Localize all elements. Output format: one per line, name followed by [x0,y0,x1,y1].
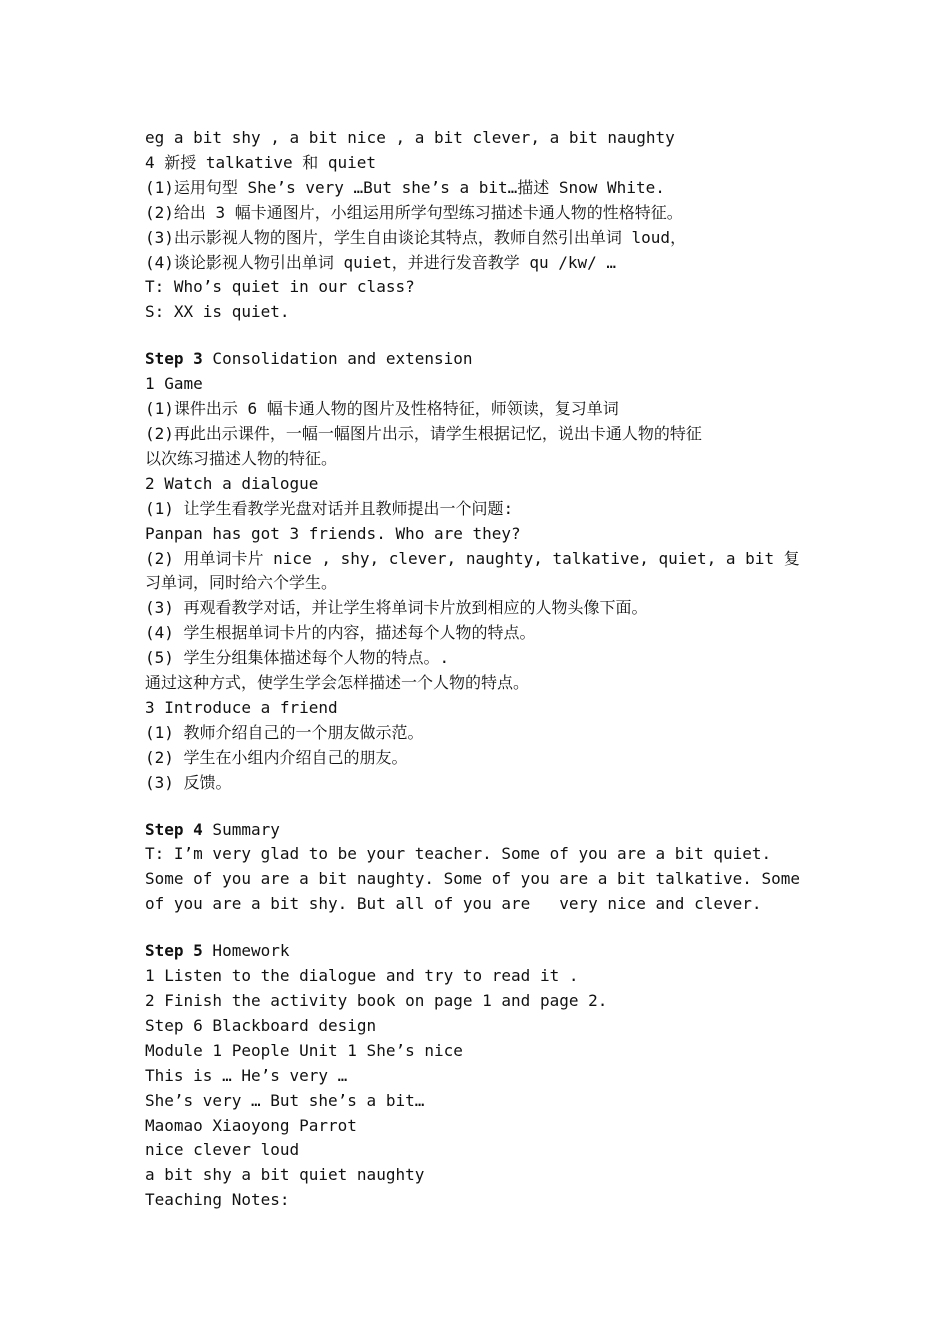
text-line: Teaching Notes: [145,1190,290,1210]
text-line: (2) 用单词卡片 nice , shy, clever, naughty, talkative, quiet, a bit 复 [145,548,800,568]
text-line: 1 Game [145,374,203,394]
step3-title: Consolidation and extension [202,349,473,369]
text-line: (5) 学生分组集体描述每个人物的特点。. [145,648,450,668]
step3-label: Step 3 [145,349,203,369]
text-line: eg a bit shy , a bit nice , a bit clever, a bit naughty [145,128,675,147]
step5-heading [145,939,825,964]
text-line: T: I’m very glad to be your teacher. Some of you are a bit quiet. [145,844,772,864]
text-line: (1) 教师介绍自己的一个朋友做示范。 [145,722,424,742]
step4-title: Summary [202,819,280,839]
text-line: (1)课件出示 6 幅卡通人物的图片及性格特征，师领读，复习单词 [145,399,619,419]
paragraph-gap [145,325,825,347]
step3-section [145,347,825,795]
text-line: 2 Watch a dialogue [145,473,319,493]
step5-label: Step 5 [145,941,203,961]
step4-label: Step 4 [145,819,203,839]
text-line: (3) 反馈。 [145,772,232,792]
text-line: Module 1 People Unit 1 She’s nice [145,1040,463,1060]
step5-section [145,939,825,1213]
text-line: (1) 让学生看教学光盘对话并且教师提出一个问题: [145,498,514,518]
text-line: (1)运用句型 She’s very …But she’s a bit…描述 Snow White. [145,177,665,197]
text-line: 2 Finish the activity book on page 1 and page 2. [145,991,608,1010]
text-line: 习单词，同时给六个学生。 [145,573,338,593]
text-line: (3) 再观看教学对话，并让学生将单词卡片放到相应的人物头像下面。 [145,598,648,618]
text-line: Maomao Xiaoyong Parrot [145,1115,357,1135]
text-line: Step 6 Blackboard design [145,1015,377,1035]
text-line: Panpan has got 3 friends. Who are they? [145,523,521,543]
step4-section [145,818,825,918]
text-line: 1 Listen to the dialogue and try to read it . [145,966,579,986]
step2-continuation [145,126,825,325]
step5-title: Homework [202,941,290,961]
paragraph-gap [145,917,825,939]
text-line: (4)谈论影视人物引出单词 quiet，并进行发音教学 qu /kw/ … [145,252,617,272]
text-line: T: Who’s quiet in our class? [145,277,415,297]
text-line: (2)给出 3 幅卡通图片，小组运用所学句型练习描述卡通人物的性格特征。 [145,202,683,222]
text-line: (3)出示影视人物的图片，学生自由谈论其特点，教师自然引出单词 loud， [145,227,687,247]
text-line: (2) 学生在小组内介绍自己的朋友。 [145,747,408,767]
text-line: (4) 学生根据单词卡片的内容，描述每个人物的特点。 [145,623,536,643]
text-line: She’s very … But she’s a bit… [145,1090,425,1110]
text-line: of you are a bit shy. But all of you are very nice and clever. [145,894,762,914]
step4-heading [145,818,825,843]
text-line: S: XX is quiet. [145,302,290,322]
document-page [145,126,825,1213]
text-line: 通过这种方式，使学生学会怎样描述一个人物的特点。 [145,673,530,693]
text-line: nice clever loud [145,1140,300,1160]
text-line: 4 新授 talkative 和 quiet [145,152,377,172]
text-line: 3 Introduce a friend [145,697,338,717]
text-line: a bit shy a bit quiet naughty [145,1165,425,1185]
step3-heading [145,347,825,372]
text-line: This is … He’s very … [145,1065,348,1085]
paragraph-gap [145,796,825,818]
text-line: 以次练习描述人物的特征。 [145,448,338,468]
text-line: Some of you are a bit naughty. Some of you are a bit talkative. Some [145,869,801,889]
text-line: (2)再此出示课件，一幅一幅图片出示，请学生根据记忆，说出卡通人物的特征 [145,423,702,443]
